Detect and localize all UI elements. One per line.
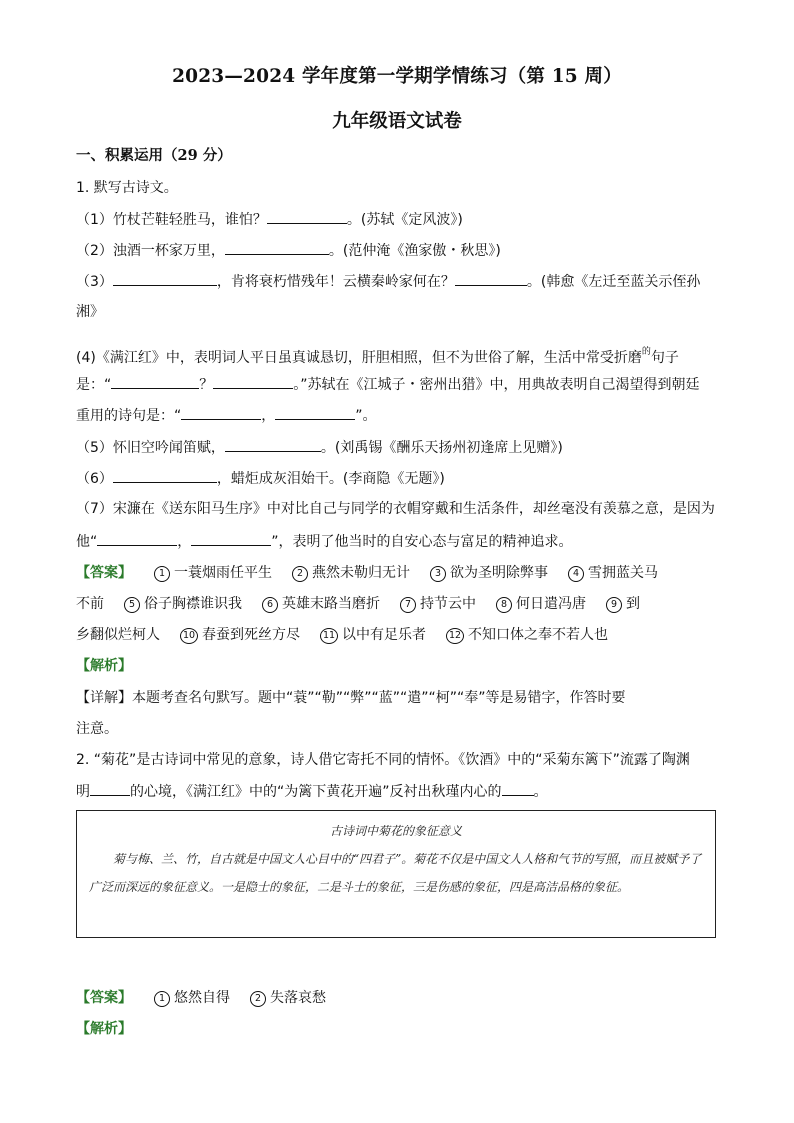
analysis-detail-line2: 注意。 (76, 721, 118, 737)
analysis-tag: 【解析】 (76, 658, 132, 674)
circled-number: 4 (568, 566, 584, 582)
answer-item: 2 失落哀愁 (250, 990, 326, 1006)
answer-blank[interactable] (455, 271, 527, 286)
q1-item-3 (76, 271, 700, 292)
q1-item-4-line2 (76, 374, 700, 395)
q2-l2-pre: 明 (76, 784, 90, 800)
circled-number: 3 (430, 566, 446, 582)
answer-item: 3 欲为圣明除弊事 (430, 565, 548, 581)
q1-item-4-text: (4)《满江红》中，表明词人平日虽真诚恳切，肝胆相照，但不为世俗了解，生活中常受折磨 (76, 350, 642, 366)
q1-item-4-l3-comma: ， (261, 408, 276, 424)
q2-l2-mid: 的心境，《满江红》中的“为篱下黄花开遍”反衬出秋瑾内心的 (130, 784, 502, 800)
answer-blank[interactable] (111, 374, 199, 389)
q1-item-5-pre: （5）怀旧空吟闻笛赋， (76, 440, 225, 456)
q2-l2-post: 。 (533, 784, 548, 800)
q1-item-4-l2-pre: 是：“ (76, 377, 112, 393)
q1-item-3-mid: ，肯将衰朽惜残年！云横秦岭家何在？ (216, 274, 455, 290)
question-2-line1: 2. “菊花”是古诗词中常见的意象，诗人借它寄托不同的情怀。《饮酒》中的“采菊东篱下”流露了陶渊 (76, 752, 690, 768)
q1-item-5 (76, 437, 563, 458)
answer-blank[interactable] (275, 405, 355, 420)
answer-tag: 【答案】 (76, 565, 132, 581)
answer-blank[interactable] (113, 468, 217, 483)
q1-item-7-line2 (76, 531, 573, 552)
answer-item: 2 燕然未勒归无计 (292, 565, 410, 581)
answer-blank[interactable] (502, 781, 534, 796)
circled-number: 1 (154, 566, 170, 582)
circled-number: 7 (400, 597, 416, 613)
q1-item-3-pre: （3） (76, 274, 113, 290)
q1-item-2 (76, 240, 501, 261)
q1-item-2-pre: （2）浊酒一杯家万里， (76, 243, 225, 259)
q1-item-4-l3-post: ”。 (355, 408, 377, 424)
analysis-detail-line1: 【详解】本题考查名句默写。题中“蓑”“勒”“弊”“蓝”“遣”“柯”“奉”等是易错字，作答时要 (76, 690, 626, 706)
q1-item-2-post: 。(范仲淹《渔家傲・秋思》) (328, 243, 501, 259)
exam-title: 2023—2024 学年度第一学期学情练习（第 15 周） (172, 66, 622, 87)
answer-item: 1 悠然自得 (154, 990, 230, 1006)
answer-blank[interactable] (225, 240, 329, 255)
answer-item: 7 持节云中 (400, 596, 476, 612)
section-heading: 一、积累运用（29 分） (76, 147, 232, 164)
answer-blank[interactable] (113, 271, 217, 286)
answer-item: 10 春蚕到死丝方尽 (180, 627, 300, 643)
q1-item-4-sup: 的 (641, 347, 651, 357)
answer-blank[interactable] (191, 531, 271, 546)
answer-item-cont: 乡翻似烂柯人 (76, 627, 160, 643)
circled-number: 12 (446, 628, 464, 644)
answer-blank[interactable] (213, 374, 293, 389)
question-1-stem: 1. 默写古诗文。 (76, 180, 178, 196)
q1-item-4-line1 (76, 342, 679, 368)
question-2-line2 (76, 781, 548, 802)
q1-item-6-pre: （6） (76, 471, 113, 487)
answer-item: 6 英雄末路当磨折 (262, 596, 380, 612)
q1-item-7-l2-post: ”，表明了他当时的自安心态与富足的精神追求。 (271, 534, 573, 550)
answer-blank[interactable] (225, 437, 321, 452)
q1-item-4-l2-post: 。”苏轼在《江城子・密州出猎》中，用典故表明自己渴望得到朝廷 (293, 377, 700, 393)
circled-number: 6 (262, 597, 278, 613)
exam-subtitle: 九年级语文试卷 (332, 111, 462, 132)
q1-item-5-post: 。(刘禹锡《酬乐天扬州初逢席上见赠》) (320, 440, 563, 456)
reference-box-body: 菊与梅、兰、竹，自古就是中国文人心目中的“四君子”。菊花不仅是中国文人人格和气节的写照，而且被赋予了广泛而深远的象征意义。一是隐士的象征，二是斗士的象征，三是伤感的象征，四是高洁品格的象征。 (89, 852, 702, 894)
answer-2-line (76, 988, 346, 1008)
circled-number: 1 (154, 991, 170, 1007)
q1-item-4-line3 (76, 405, 377, 426)
answer-item: 9 到 (606, 596, 640, 612)
answer-item: 5 俗子胸襟谁识我 (124, 596, 242, 612)
circled-number: 11 (320, 628, 338, 644)
q1-item-3-post: 。(韩愈《左迁至蓝关示侄孙 (526, 274, 701, 290)
circled-number: 2 (292, 566, 308, 582)
q1-item-7-line1: （7）宋濂在《送东阳马生序》中对比自己与同学的衣帽穿戴和生活条件，却丝毫没有羡慕之意，是因为 (76, 501, 715, 517)
circled-number: 10 (180, 628, 198, 644)
answer-item: 11 以中有足乐者 (320, 627, 426, 643)
answer-1-line1 (76, 563, 658, 583)
q1-item-1-pre: （1）竹杖芒鞋轻胜马，谁怕？ (76, 212, 267, 228)
answer-item: 4 雪拥蓝关马 (568, 565, 658, 581)
circled-number: 2 (250, 991, 266, 1007)
q1-item-3-cont: 湘》 (76, 304, 104, 320)
answer-item: 1 一蓑烟雨任平生 (154, 565, 272, 581)
q1-item-4-l3-pre: 重用的诗句是：“ (76, 408, 182, 424)
answer-tag: 【答案】 (76, 990, 132, 1006)
reference-box (76, 810, 716, 938)
circled-number: 9 (606, 597, 622, 613)
q1-item-4-l2-q: ？ (199, 377, 214, 393)
analysis-tag-2: 【解析】 (76, 1021, 132, 1037)
answer-blank[interactable] (267, 209, 347, 224)
circled-number: 8 (496, 597, 512, 613)
q1-item-6-post: ，蜡炬成灰泪始干。(李商隐《无题》) (216, 471, 445, 487)
answer-item: 8 何日遣冯唐 (496, 596, 586, 612)
answer-1-line2 (76, 594, 640, 614)
answer-blank[interactable] (181, 405, 261, 420)
circled-number: 5 (124, 597, 140, 613)
q1-item-1 (76, 209, 463, 230)
q1-item-7-l2-comma: ， (177, 534, 192, 550)
answer-item-cont: 不前 (76, 596, 104, 612)
reference-box-title: 古诗词中菊花的象征意义 (329, 824, 462, 838)
answer-item: 12 不知口体之奉不若人也 (446, 627, 608, 643)
answer-blank[interactable] (97, 531, 177, 546)
answer-blank[interactable] (90, 781, 130, 796)
q1-item-4-end: 句子 (650, 350, 679, 366)
q1-item-1-post: 。(苏轼《定风波》) (346, 212, 463, 228)
q1-item-6 (76, 468, 445, 489)
q1-item-7-l2-pre: 他“ (76, 534, 98, 550)
answer-1-line3 (76, 625, 608, 645)
